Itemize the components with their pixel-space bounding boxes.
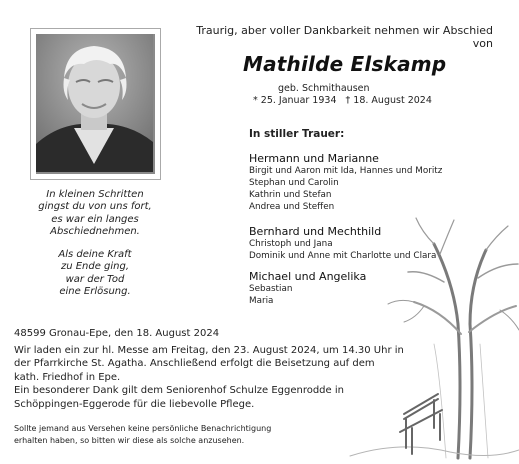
announcement-line: kath. Friedhof in Epe. [14,371,121,383]
death-date: † 18. August 2024 [345,95,432,106]
mourner-group [249,152,442,213]
group-head: Hermann und Marianne [249,152,379,165]
footnote [14,423,344,446]
group-head: Bernhard und Mechthild [249,225,382,238]
deceased-name: Mathilde Elskamp [243,52,447,76]
mourning-title: In stiller Trauer: [249,128,345,140]
poem-line: Abschiednehmen. [50,225,140,237]
poem-line: zu Ende ging, [60,261,130,273]
group-member: Stephan und Carolin [249,178,339,188]
birth-name: geb. Schmithausen [278,83,370,94]
poem-line: war der Tod [65,273,125,285]
poem-line: eine Erlösung. [59,286,131,298]
announcement-line: der Pfarrkirche St. Agatha. Anschließend erfolgt die Beisetzung auf dem [14,358,375,370]
group-member: Christoph und Jana [249,239,333,249]
announcement-line: Schöppingen-Eggerode für die liebevolle Pflege. [14,398,255,410]
poem-line: In kleinen Schritten [46,189,144,200]
group-member: Andrea und Steffen [249,202,335,212]
poem-line: Als deine Kraft [58,249,132,261]
announcement-line: Wir laden ein zur hl. Messe am Freitag, den 23. August 2024, um 14.30 Uhr in [14,345,404,356]
portrait-photo [30,28,161,180]
announcement-line: Ein besonderer Dank gilt dem Seniorenhof Schulze Eggenrodde in [14,385,344,397]
group-member: Dominik und Anne mit Charlotte und Clara [249,251,437,261]
portrait-image [36,34,153,172]
group-member: Sebastian [249,284,293,294]
poem-line: es war ein langes [51,213,139,225]
service-announcement [14,344,414,411]
poem-line: gingst du von uns fort, [38,201,152,213]
intro-text: Traurig, aber voller Dankbarkeit nehmen wir Abschied von [196,24,493,50]
tree-bench-illustration [330,214,519,464]
poem [10,189,180,298]
footnote-line: Sollte jemand aus Versehen keine persönliche Benachrichtigung [14,424,272,433]
group-member: Maria [249,296,274,306]
footnote-line: erhalten haben, so bitten wir diese als solche anzusehen. [14,435,245,445]
birth-date: * 25. Januar 1934 [253,95,337,106]
group-member: Birgit und Aaron mit Ida, Hannes und Moritz [249,166,443,176]
group-member: Kathrin und Stefan [249,190,332,200]
life-dates [253,95,438,106]
group-head: Michael und Angelika [249,270,367,283]
place-date: 48599 Gronau-Epe, den 18. August 2024 [14,328,220,339]
